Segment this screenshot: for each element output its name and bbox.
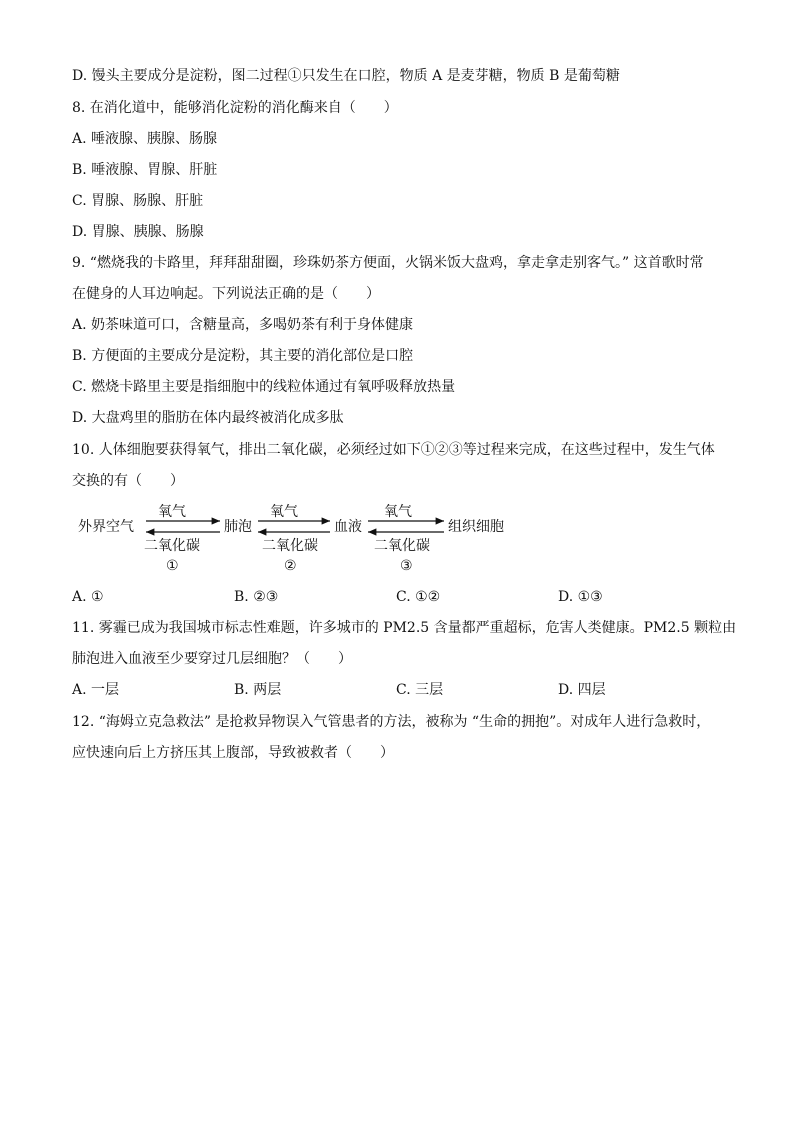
q11-option-b: B. 两层 bbox=[234, 682, 282, 698]
node-tissue-cells: 组织细胞 bbox=[448, 519, 504, 535]
q10-option-d: D. ①③ bbox=[558, 589, 603, 605]
q11-option-c: C. 三层 bbox=[396, 682, 444, 698]
q12-stem-line2: 应快速向后上方挤压其上腹部，导致被救者（ ） bbox=[72, 745, 394, 761]
step2-number: ② bbox=[284, 558, 297, 574]
q7-option-d: D. 馒头主要成分是淀粉，图二过程①只发生在口腔，物质 A 是麦芽糖，物质 B 是葡萄糖 bbox=[72, 68, 620, 84]
step3-oxygen-label: 氧气 bbox=[384, 504, 412, 520]
q9-option-b: B. 方便面的主要成分是淀粉，其主要的消化部位是口腔 bbox=[72, 348, 414, 364]
q8-option-a: A. 唾液腺、胰腺、肠腺 bbox=[72, 131, 218, 147]
step1-oxygen-label: 氧气 bbox=[158, 504, 186, 520]
step3-number: ③ bbox=[400, 558, 413, 574]
q11-option-a: A. 一层 bbox=[72, 682, 120, 698]
q9-option-a: A. 奶茶味道可口，含糖量高，多喝奶茶有利于身体健康 bbox=[72, 317, 414, 333]
q10-option-a: A. ① bbox=[72, 589, 104, 605]
q10-option-c: C. ①② bbox=[396, 589, 441, 605]
q10-stem-line1: 10. 人体细胞要获得氧气，排出二氧化碳，必须经过如下①②③等过程来完成，在这些过程中，发生气体 bbox=[72, 442, 715, 458]
q8-stem: 8. 在消化道中，能够消化淀粉的消化酶来自（ ） bbox=[72, 100, 398, 116]
node-alveoli: 肺泡 bbox=[224, 519, 252, 535]
q11-stem-line1: 11. 雾霾已成为我国城市标志性难题，许多城市的 PM2.5 含量都严重超标，危害人类健康。PM2.5 颗粒由 bbox=[72, 620, 737, 636]
step1-co2-label: 二氧化碳 bbox=[144, 538, 200, 554]
q9-option-d: D. 大盘鸡里的脂肪在体内最终被消化成多肽 bbox=[72, 410, 344, 426]
gas-exchange-diagram bbox=[72, 498, 532, 578]
q8-option-d: D. 胃腺、胰腺、肠腺 bbox=[72, 224, 204, 240]
q11-option-d: D. 四层 bbox=[558, 682, 606, 698]
q10-stem-line2: 交换的有（ ） bbox=[72, 473, 184, 489]
step3-co2-label: 二氧化碳 bbox=[374, 538, 430, 554]
q11-stem-line2: 肺泡进入血液至少要穿过几层细胞？（ ） bbox=[72, 651, 352, 667]
q10-option-b: B. ②③ bbox=[234, 589, 279, 605]
q8-option-b: B. 唾液腺、胃腺、肝脏 bbox=[72, 162, 218, 178]
node-outside-air: 外界空气 bbox=[78, 519, 134, 535]
q12-stem-line1: 12. “海姆立克急救法” 是抢救异物误入气管患者的方法，被称为 “生命的拥抱”。对成年人进行急救时， bbox=[72, 714, 711, 730]
q9-stem-line1: 9. “燃烧我的卡路里，拜拜甜甜圈，珍珠奶茶方便面，火锅米饭大盘鸡，拿走拿走别客气。” 这首歌时常 bbox=[72, 255, 704, 271]
node-blood: 血液 bbox=[334, 519, 362, 535]
q9-stem-line2: 在健身的人耳边响起。下列说法正确的是（ ） bbox=[72, 286, 380, 302]
q8-option-c: C. 胃腺、肠腺、肝脏 bbox=[72, 193, 204, 209]
step1-number: ① bbox=[166, 558, 179, 574]
step2-oxygen-label: 氧气 bbox=[270, 504, 298, 520]
step2-co2-label: 二氧化碳 bbox=[262, 538, 318, 554]
q9-option-c: C. 燃烧卡路里主要是指细胞中的线粒体通过有氧呼吸释放热量 bbox=[72, 379, 456, 395]
